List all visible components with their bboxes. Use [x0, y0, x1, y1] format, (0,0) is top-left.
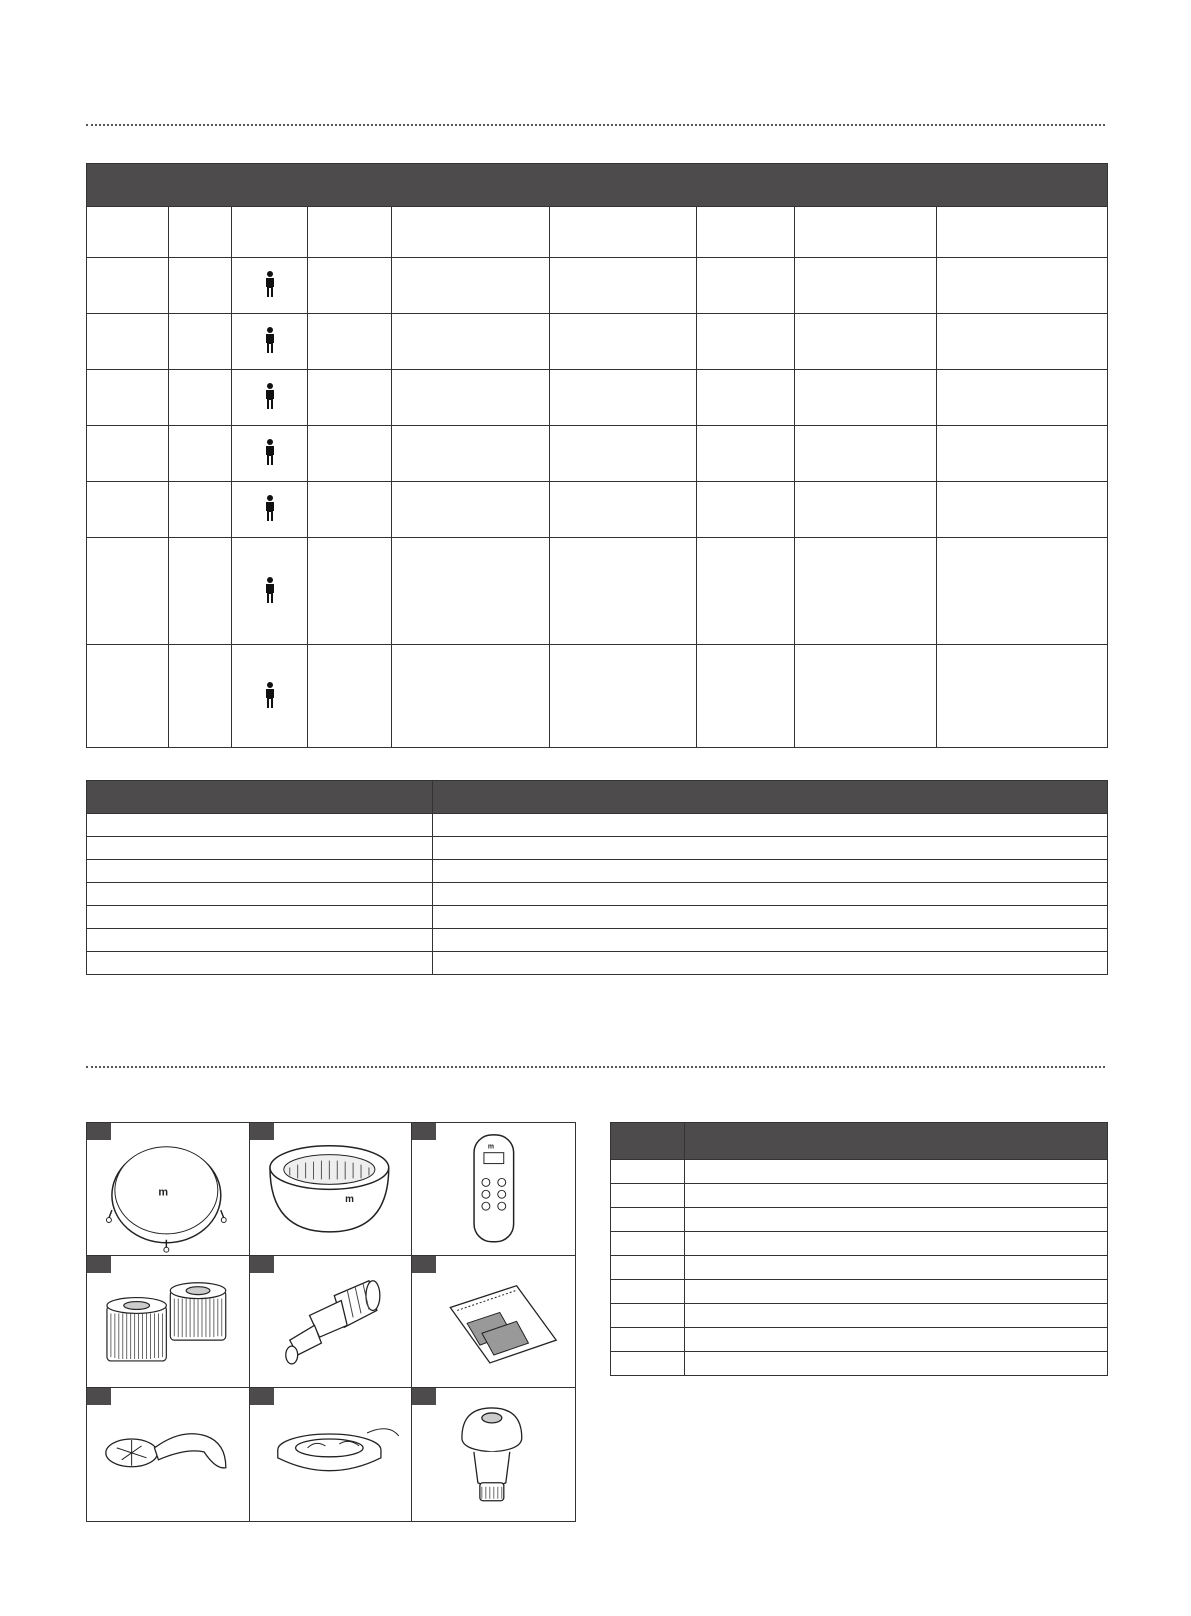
parts-cell	[685, 1352, 1108, 1376]
parts-cell	[685, 1256, 1108, 1280]
spec-cell	[550, 314, 697, 370]
repair-patch-icon	[412, 1256, 575, 1388]
table-row	[611, 1304, 1108, 1328]
spec-cell	[87, 314, 169, 370]
component-cell	[250, 1256, 413, 1389]
table-row	[611, 1256, 1108, 1280]
power-cell	[433, 814, 1108, 837]
parts-cell	[611, 1280, 685, 1304]
spec-cell	[795, 426, 937, 482]
spec-cell	[937, 426, 1108, 482]
table-row	[87, 538, 1108, 645]
spec-cell	[169, 258, 232, 314]
person-icon	[263, 327, 277, 353]
table-row	[87, 952, 1108, 975]
spec-cell	[169, 426, 232, 482]
component-cell	[250, 1388, 413, 1521]
component-cell	[87, 1388, 250, 1521]
spec-cell	[550, 645, 697, 748]
spec-header	[937, 207, 1108, 258]
parts-cell	[611, 1256, 685, 1280]
spec-header	[795, 207, 937, 258]
power-header	[87, 781, 433, 814]
power-cell	[87, 860, 433, 883]
svg-text:m: m	[158, 1186, 169, 1199]
spec-cell	[795, 370, 937, 426]
spec-cell	[937, 258, 1108, 314]
spec-cell-capacity	[232, 258, 308, 314]
spec-cell	[550, 370, 697, 426]
hand-pump-icon	[87, 1388, 249, 1521]
spec-header	[550, 207, 697, 258]
spec-cell-capacity	[232, 370, 308, 426]
person-icon	[263, 383, 277, 409]
spec-cell	[550, 538, 697, 645]
filter-cartridge-icon	[87, 1256, 249, 1388]
spec-cell-capacity	[232, 645, 308, 748]
spec-cell-capacity	[232, 538, 308, 645]
spec-cell	[550, 482, 697, 538]
svg-text:m: m	[488, 1143, 495, 1151]
power-header	[433, 781, 1108, 814]
spec-cell	[87, 426, 169, 482]
person-icon	[263, 271, 277, 297]
table-row	[611, 1232, 1108, 1256]
spec-cell	[308, 645, 392, 748]
parts-cell	[611, 1304, 685, 1328]
spec-cell	[392, 645, 550, 748]
table-row	[87, 482, 1108, 538]
power-cell	[87, 814, 433, 837]
spec-cell	[937, 314, 1108, 370]
component-cell	[87, 1256, 250, 1389]
spec-cell	[795, 314, 937, 370]
power-cell	[433, 837, 1108, 860]
spec-header	[392, 207, 550, 258]
remote-control-icon	[412, 1123, 575, 1255]
spec-cell	[550, 258, 697, 314]
spec-cell	[169, 538, 232, 645]
spec-cell	[87, 370, 169, 426]
spec-cell	[697, 258, 795, 314]
spec-table-title	[87, 164, 1108, 207]
spec-cell	[308, 538, 392, 645]
spec-cell	[87, 258, 169, 314]
parts-cell	[611, 1328, 685, 1352]
table-row	[611, 1328, 1108, 1352]
spec-cell	[795, 538, 937, 645]
component-cell	[87, 1123, 250, 1256]
spec-cell	[308, 482, 392, 538]
component-cell	[412, 1388, 575, 1521]
parts-cell	[685, 1328, 1108, 1352]
spec-cell-capacity	[232, 426, 308, 482]
table-row	[87, 837, 1108, 860]
power-cell	[87, 929, 433, 952]
spec-cell	[308, 258, 392, 314]
spec-cell	[697, 314, 795, 370]
parts-cell	[611, 1232, 685, 1256]
valve-adapter-icon	[250, 1256, 412, 1388]
spec-cell	[169, 482, 232, 538]
table-row	[87, 883, 1108, 906]
spec-header	[232, 207, 308, 258]
spec-header	[697, 207, 795, 258]
table-row	[611, 1352, 1108, 1376]
spec-cell	[697, 538, 795, 645]
parts-cell	[611, 1184, 685, 1208]
spec-table-header-row	[87, 207, 1108, 258]
parts-table	[610, 1122, 1108, 1376]
parts-table-header	[611, 1123, 1108, 1160]
component-cell	[250, 1123, 413, 1256]
table-row	[611, 1184, 1108, 1208]
spa-cover-icon	[87, 1123, 249, 1255]
parts-cell	[611, 1208, 685, 1232]
spec-header	[169, 207, 232, 258]
spa-tub-icon	[250, 1123, 412, 1255]
spec-cell	[308, 426, 392, 482]
table-row	[87, 860, 1108, 883]
table-row	[87, 645, 1108, 748]
table-row	[87, 929, 1108, 952]
spec-cell	[87, 538, 169, 645]
spec-cell	[87, 482, 169, 538]
table-row	[87, 258, 1108, 314]
spec-cell	[392, 370, 550, 426]
spec-header	[87, 207, 169, 258]
spec-cell	[169, 370, 232, 426]
spec-cell	[550, 426, 697, 482]
table-row	[87, 814, 1108, 837]
power-table	[86, 780, 1108, 975]
component-cell	[412, 1123, 575, 1256]
spec-cell	[308, 314, 392, 370]
parts-cell	[685, 1184, 1108, 1208]
power-cell	[87, 883, 433, 906]
ground-mat-roll-icon	[250, 1388, 412, 1521]
spec-cell	[392, 482, 550, 538]
parts-cell	[685, 1304, 1108, 1328]
parts-cell	[685, 1208, 1108, 1232]
person-icon	[263, 577, 277, 603]
spec-cell	[697, 645, 795, 748]
power-cell	[87, 837, 433, 860]
spec-cell	[169, 645, 232, 748]
person-icon	[263, 495, 277, 521]
power-cell	[433, 883, 1108, 906]
power-cell	[433, 952, 1108, 975]
table-row	[611, 1208, 1108, 1232]
power-table-header	[87, 781, 1108, 814]
spec-cell	[392, 258, 550, 314]
spec-cell	[937, 538, 1108, 645]
spec-cell	[937, 645, 1108, 748]
parts-cell	[685, 1232, 1108, 1256]
parts-cell	[611, 1352, 685, 1376]
spec-cell	[697, 482, 795, 538]
table-row	[87, 370, 1108, 426]
table-row	[87, 426, 1108, 482]
chemical-floater-icon	[412, 1388, 575, 1521]
middle-divider	[86, 1066, 1105, 1068]
parts-cell	[611, 1160, 685, 1184]
component-cell	[412, 1256, 575, 1389]
parts-cell	[685, 1160, 1108, 1184]
spec-cell-capacity	[232, 314, 308, 370]
power-cell	[433, 860, 1108, 883]
table-row	[611, 1160, 1108, 1184]
spec-cell	[937, 482, 1108, 538]
svg-text:m: m	[344, 1194, 354, 1206]
power-cell	[433, 906, 1108, 929]
top-divider	[86, 124, 1105, 126]
spec-cell	[795, 258, 937, 314]
spec-header	[308, 207, 392, 258]
spec-cell	[795, 645, 937, 748]
power-cell	[87, 952, 433, 975]
spec-cell	[392, 538, 550, 645]
parts-cell	[685, 1280, 1108, 1304]
table-row	[87, 906, 1108, 929]
spec-cell	[87, 645, 169, 748]
spec-cell	[937, 370, 1108, 426]
table-row	[87, 314, 1108, 370]
spec-cell	[392, 426, 550, 482]
spec-cell	[308, 370, 392, 426]
power-cell	[433, 929, 1108, 952]
spec-cell-capacity	[232, 482, 308, 538]
specification-table	[86, 163, 1108, 748]
spec-cell	[697, 426, 795, 482]
components-grid	[86, 1122, 576, 1522]
spec-cell	[697, 370, 795, 426]
table-row	[611, 1280, 1108, 1304]
person-icon	[263, 682, 277, 708]
spec-cell	[795, 482, 937, 538]
spec-cell	[169, 314, 232, 370]
power-cell	[87, 906, 433, 929]
spec-cell	[392, 314, 550, 370]
parts-header	[611, 1123, 685, 1160]
person-icon	[263, 439, 277, 465]
parts-header	[685, 1123, 1108, 1160]
